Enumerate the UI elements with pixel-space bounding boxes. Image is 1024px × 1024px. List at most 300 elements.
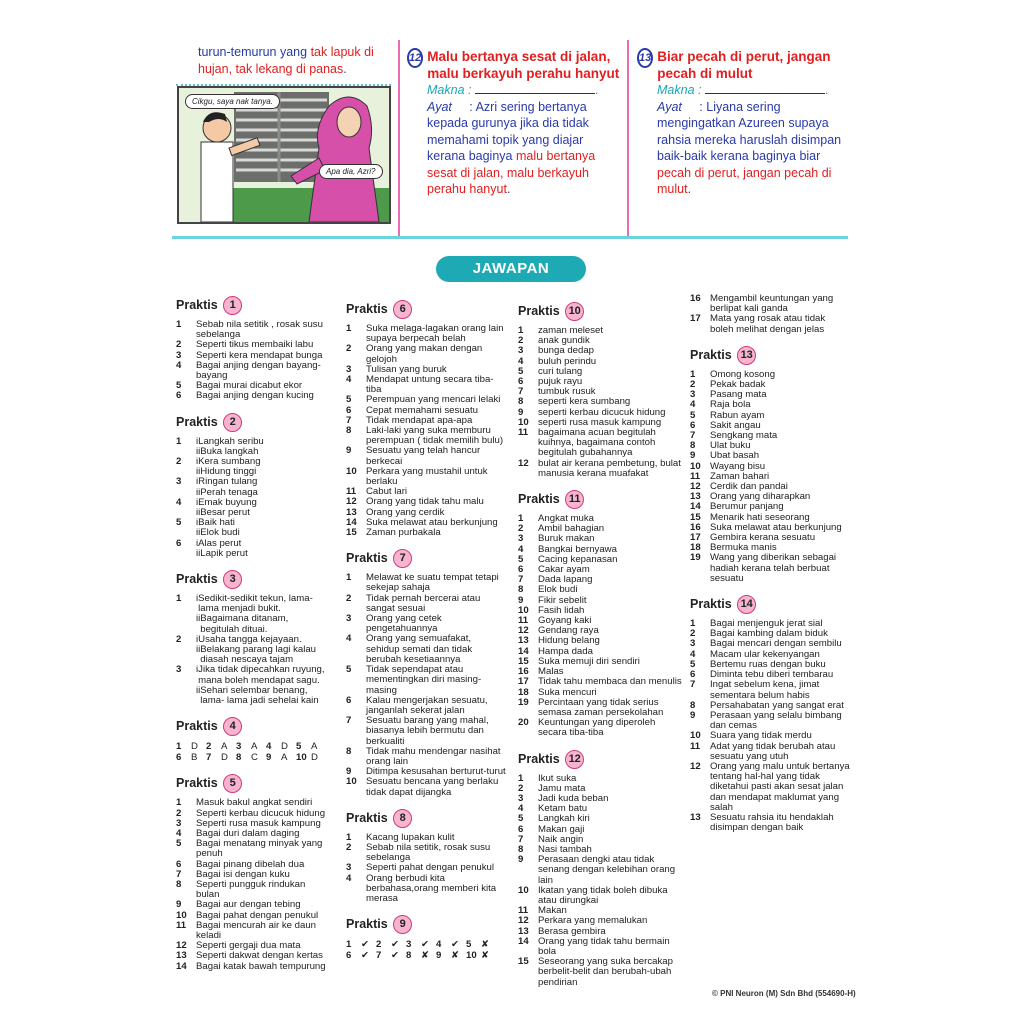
answer-number: 6	[518, 564, 524, 576]
answer-number: 12	[176, 940, 187, 952]
answer-text: Laki-laki yang suka memburu perempuan ( tidak memilih bulu)	[366, 425, 504, 447]
answer-number: 6	[176, 858, 182, 870]
answer-roman-numeral: ii	[196, 527, 201, 539]
answer-text: Macam ular kekenyangan	[710, 648, 820, 660]
answer-number: 3	[346, 613, 352, 625]
answer-number: 4	[518, 803, 524, 815]
answer-text: Diminta tebu diberi tembarau	[710, 669, 834, 681]
makna-label: Makna :	[657, 83, 702, 97]
answer-text: Gembira kerana sesuatu	[710, 532, 816, 544]
praktis-11-section	[518, 490, 686, 738]
answer-text: Nasi tambah	[538, 843, 592, 855]
praktis-number-badge: 12	[565, 750, 584, 769]
answer-number: 6	[346, 694, 352, 706]
answer-text: tumbuk rusuk	[538, 386, 596, 398]
answer-number: 3	[176, 664, 182, 676]
answer-item	[346, 634, 506, 665]
praktis-number-badge: 5	[223, 774, 242, 793]
answer-roman-numeral: ii	[196, 486, 201, 498]
answer-number: 10	[346, 465, 357, 477]
answer-number: 13	[346, 506, 357, 518]
answer-text: curi tulang	[538, 365, 583, 377]
answer-text: Zaman purbakala	[366, 527, 441, 539]
answer-number: 1	[346, 831, 352, 843]
answer-number: 1	[518, 772, 524, 784]
answer-number: 1	[176, 319, 182, 330]
praktis-title: Praktis 2	[176, 413, 326, 431]
answer-number: 16	[518, 666, 529, 678]
answer-number: 9	[518, 406, 524, 418]
answer-text: Perasaan yang selalu bimbang dan cemas	[710, 709, 842, 732]
answer-number: 5	[466, 939, 472, 951]
answer-number: 3	[690, 638, 696, 650]
answer-text: Ambil bahagian	[538, 523, 605, 535]
praktis-2-section	[176, 413, 326, 559]
praktis-title: Praktis 5	[176, 774, 326, 792]
answer-number: 3	[518, 533, 524, 545]
answer-value: A	[251, 741, 258, 753]
answer-text: Seperti tikus membaiki labu	[196, 339, 314, 351]
answer-number: 4	[176, 359, 182, 371]
praktis-title: Praktis 1	[176, 296, 326, 314]
answer-roman-numeral: ii	[196, 547, 201, 559]
answer-item	[690, 762, 850, 813]
answer-item	[518, 718, 686, 738]
answer-item	[518, 459, 686, 479]
answer-text: Perempuan yang mencari lelaki	[366, 394, 501, 406]
answer-number: 1	[176, 593, 182, 605]
answer-value: D	[191, 741, 198, 753]
answer-text: Suka memuji diri sendiri	[538, 655, 640, 667]
praktis-title: Praktis 13	[690, 346, 850, 364]
answer-item	[346, 843, 506, 863]
answer-text: Mata yang rosak atau tidak boleh melihat dengan jelas	[710, 313, 826, 335]
answer-roman-numeral: i	[196, 476, 199, 488]
answer-text: Goyang kaki	[538, 615, 592, 627]
answer-number: 11	[346, 486, 357, 498]
answer-text: Bagai aur dengan tebing	[196, 899, 301, 911]
answer-text: Lapik perut	[200, 547, 248, 559]
answer-text: Orang yang semuafakat, sehidup semati dan tidak berubah kesetiaannya	[366, 633, 473, 665]
answer-item	[346, 375, 506, 395]
cartoon-illustration	[177, 86, 391, 224]
answer-item	[690, 294, 850, 314]
answer-number: 9	[518, 854, 524, 866]
answer-roman-numeral: i	[196, 633, 199, 645]
praktis-6-section	[346, 300, 506, 538]
answer-number: 10	[690, 730, 701, 742]
praktis-number-badge: 9	[393, 915, 412, 934]
answer-number: 5	[518, 813, 524, 825]
praktis-title: Praktis 7	[346, 549, 506, 567]
answer-item	[176, 686, 326, 706]
answer-number: 2	[206, 741, 212, 753]
answer-text: Bagai isi dengan kuku	[196, 868, 290, 880]
answer-text: Bagaimana ditanam, begitulah dituai.	[200, 613, 289, 635]
answer-text: Zaman bahari	[710, 470, 770, 482]
answer-number: 12	[690, 481, 701, 493]
answer-number: 9	[346, 766, 352, 778]
answer-text: Tidak mahu mendengar nasihat orang lain	[366, 745, 501, 767]
column-divider	[398, 40, 400, 236]
answer-text: Baik hati	[198, 517, 235, 529]
answer-number: 7	[690, 679, 696, 691]
answer-text: Kacang lupakan kulit	[366, 831, 455, 843]
answer-item	[346, 324, 506, 344]
answer-value: ✘	[451, 950, 460, 962]
answer-text: Bagai menjenguk jerat sial	[710, 618, 823, 630]
praktis-title: Praktis 8	[346, 809, 506, 827]
answer-text: Berumur panjang	[710, 501, 784, 513]
answer-number: 1	[690, 618, 696, 630]
answer-text: Percintaan yang tidak serius semasa zaman persekolahan	[538, 696, 664, 718]
answer-number	[176, 686, 196, 706]
answer-number: 3	[406, 939, 412, 951]
answer-number: 10	[518, 884, 529, 896]
answer-item	[690, 813, 850, 833]
answer-roman-numeral: i	[196, 664, 199, 676]
answer-text: Sesuatu rahsia itu hendaklah disimpan dengan baik	[710, 811, 834, 834]
answer-text: Bagai pahat dengan penukul	[196, 909, 319, 921]
answer-text: Suka melaga-lagakan orang lain supaya berpecah belah	[366, 323, 504, 345]
answer-number: 12	[518, 625, 529, 637]
praktis-7-section	[346, 549, 506, 797]
answer-text: Pekak badak	[710, 379, 766, 391]
praktis-title: Praktis 4	[176, 717, 326, 735]
answer-text: Pasang mata	[710, 389, 767, 401]
answer-number: 10	[518, 416, 529, 428]
answer-number: 17	[690, 532, 701, 544]
answer-number: 7	[346, 414, 352, 426]
answer-text: Seperti pungguk rindukan bulan	[196, 878, 306, 901]
answer-number: 8	[518, 843, 524, 855]
answer-text: Jamu mata	[538, 782, 586, 794]
answer-text: Orang yang tidak tahu malu	[366, 496, 484, 508]
answer-value: ✔	[391, 939, 400, 951]
answer-value: ✘	[481, 950, 490, 962]
answer-text: seperti kera sumbang	[538, 396, 631, 408]
answer-number: 6	[518, 376, 524, 388]
answers-heading: JAWAPAN	[436, 256, 586, 282]
answer-number: 5	[346, 394, 352, 406]
answer-value: ✔	[391, 950, 400, 962]
answer-text: Makan	[538, 905, 567, 917]
answer-number: 1	[176, 741, 182, 753]
answer-number	[176, 549, 196, 559]
answer-text: Sesuatu barang yang mahal, biasanya lebih bermutu dan berkualiti	[366, 715, 489, 747]
answer-value: A	[281, 752, 288, 764]
praktis-title: Praktis 9	[346, 915, 506, 933]
answer-text: Besar perut	[200, 507, 250, 519]
answer-number: 4	[518, 543, 524, 555]
praktis-9-section	[346, 915, 506, 961]
answer-item	[176, 594, 326, 614]
answer-text: Elok budi	[538, 584, 578, 596]
praktis-14-section	[690, 595, 850, 833]
answer-number: 2	[176, 456, 182, 468]
answer-number: 1	[176, 797, 182, 809]
answer-item	[176, 798, 326, 808]
answer-value: ✘	[481, 939, 490, 951]
answer-text: Usaha tangga kejayaan.	[198, 633, 302, 645]
answer-number: 6	[176, 752, 182, 764]
answer-text: Bagai mencurah air ke daun keladi	[196, 919, 316, 941]
answer-text: Masuk bakul angkat sendiri	[196, 797, 313, 809]
answer-number: 15	[518, 956, 529, 968]
answer-text: Menarik hati seseorang	[710, 511, 810, 523]
answer-value: ✘	[421, 950, 430, 962]
answer-number: 2	[518, 782, 524, 794]
answer-value: D	[311, 752, 318, 764]
answer-number: 4	[518, 355, 524, 367]
praktis-8-section	[346, 809, 506, 904]
praktis-title: Praktis 14	[690, 595, 850, 613]
answer-item	[346, 874, 506, 905]
answer-number: 14	[690, 501, 701, 513]
answer-roman-numeral: i	[196, 593, 199, 605]
answer-item	[690, 680, 850, 700]
answer-number: 5	[296, 741, 302, 753]
answer-text: Bagai pinang dibelah dua	[196, 858, 305, 870]
praktis-title: Praktis 11	[518, 490, 686, 508]
answer-item	[690, 731, 850, 741]
answer-number: 9	[346, 445, 352, 457]
answers-column-2	[346, 300, 506, 972]
praktis-number-badge: 13	[737, 346, 756, 365]
answer-number: 2	[176, 807, 182, 819]
answer-text: Bangkai bernyawa	[538, 543, 617, 555]
answer-text: Bagai katak bawah tempurung	[196, 960, 326, 972]
answer-number: 5	[346, 664, 352, 676]
answer-text: Naik angin	[538, 833, 584, 845]
answer-item	[346, 446, 506, 466]
answer-number: 1	[690, 368, 696, 380]
answer-text: Hidung tinggi	[200, 466, 257, 478]
answer-number: 1	[346, 939, 352, 951]
ayat-text: Ayat : Liyana sering mengingatkan Azureen supaya rahsia mereka haruslah disimpan baik-baik kerana baginya biar pecah di perut, jangan pecah di mulut.	[657, 99, 842, 196]
answer-number: 6	[176, 537, 182, 549]
answer-number: 4	[176, 496, 182, 508]
answer-value: A	[221, 741, 228, 753]
answer-text: Wayang bisu	[710, 460, 766, 472]
answer-roman-numeral: i	[196, 435, 199, 447]
answer-number: 4	[690, 399, 696, 411]
answer-number: 1	[176, 435, 182, 447]
answer-text: Perah tenaga	[200, 486, 258, 498]
praktis-number-badge: 8	[393, 809, 412, 828]
answer-value: C	[251, 752, 258, 764]
answer-number: 4	[690, 648, 696, 660]
answer-item	[176, 320, 326, 340]
praktis-number-badge: 10	[565, 302, 584, 321]
answer-number: 9	[176, 899, 182, 911]
answer-item	[690, 711, 850, 731]
answer-number: 8	[406, 950, 412, 962]
answer-text: Perkara yang mustahil untuk berlaku	[366, 465, 488, 488]
praktis-1-section	[176, 296, 326, 402]
answer-number: 16	[690, 521, 701, 533]
answer-number: 3	[346, 862, 352, 874]
answer-roman-numeral: i	[196, 496, 199, 508]
answer-number: 8	[518, 584, 524, 596]
answer-item	[346, 665, 506, 696]
answer-text: Adat yang tidak berubah atau sesuatu yang utuh	[710, 740, 836, 762]
answer-text: Cacing kepanasan	[538, 553, 618, 565]
answer-number: 9	[436, 950, 442, 962]
answer-roman-numeral: i	[196, 517, 199, 529]
praktis-number-badge: 1	[223, 296, 242, 315]
answer-item	[346, 467, 506, 487]
answer-text: Langkah kiri	[538, 813, 590, 825]
answer-text: Wang yang diberikan sebagai hadiah kerana telah berbuat sesuatu	[710, 552, 837, 584]
answer-text: Seseorang yang suka bercakap berbelit-belit dan berubah-ubah pendirian	[538, 956, 673, 988]
answer-number: 5	[690, 409, 696, 421]
answer-text: Jika tidak dipecahkan ruyung, mana boleh mendapat sagu.	[198, 664, 325, 686]
answer-number: 5	[176, 380, 182, 392]
answer-text: Suara yang tidak merdu	[710, 730, 812, 742]
answer-number: 2	[346, 841, 352, 853]
answer-number: 3	[518, 792, 524, 804]
makna-blank	[475, 83, 595, 94]
answer-text: Orang berbudi kita berbahasa,orang memberi kita merasa	[366, 872, 497, 904]
praktis-number-badge: 6	[393, 300, 412, 319]
answer-text: Elok budi	[200, 527, 240, 539]
answer-text: seperti rusa masuk kampung	[538, 416, 662, 428]
answer-number: 10	[466, 950, 477, 962]
answer-text: Bagai duri dalam daging	[196, 827, 300, 839]
answer-text: Ingat sebelum kena, jimat sementara belum habis	[710, 679, 820, 701]
answer-item	[346, 777, 506, 797]
answer-number: 8	[518, 396, 524, 408]
answer-text: Ringan tulang	[198, 476, 258, 488]
answer-text: Malas	[538, 666, 564, 678]
praktis-number-badge: 4	[223, 717, 242, 736]
answer-text: Ikatan yang tidak boleh dibuka atau dirungkai	[538, 884, 668, 906]
answer-number: 6	[690, 669, 696, 681]
answer-item	[176, 880, 326, 900]
answer-number: 12	[518, 457, 529, 469]
answer-number: 2	[518, 335, 524, 347]
answer-text: Perkara yang memalukan	[538, 915, 648, 927]
top-section	[0, 0, 1024, 245]
answer-item	[176, 921, 326, 941]
answer-text: Seperti kera mendapat bunga	[196, 349, 323, 361]
answer-item	[518, 428, 686, 459]
answer-number: 8	[236, 752, 242, 764]
praktis-3-section	[176, 570, 326, 706]
answer-item	[176, 614, 326, 634]
answer-text: Raja bola	[710, 399, 751, 411]
proverb-title: Malu bertanya sesat di jalan, malu berkayuh perahu hanyut	[427, 49, 620, 81]
answer-number: 1	[518, 325, 524, 336]
answer-item	[690, 314, 850, 334]
answer-number: 5	[176, 517, 182, 529]
answer-number: 5	[518, 553, 524, 565]
answer-number: 7	[376, 950, 382, 962]
answer-number: 11	[518, 427, 529, 439]
answer-number: 3	[518, 345, 524, 357]
answer-number	[176, 614, 196, 634]
answer-number: 7	[176, 868, 182, 880]
answer-number: 5	[518, 365, 524, 377]
answer-number: 11	[690, 740, 701, 752]
answer-number: 9	[266, 752, 272, 764]
answer-number: 3	[176, 817, 182, 829]
answer-number: 7	[690, 430, 696, 442]
answer-text: Bagai menatang minyak yang penuh	[196, 838, 323, 860]
answer-item	[690, 553, 850, 584]
answer-number: 11	[176, 919, 187, 931]
answer-text: Langkah seribu	[198, 435, 264, 447]
answer-item	[346, 573, 506, 593]
answer-text: Gendang raya	[538, 625, 599, 637]
praktis-4-section	[176, 717, 326, 763]
answer-value: D	[221, 752, 228, 764]
answer-roman-numeral: i	[196, 537, 199, 549]
answer-text: Cepat memahami sesuatu	[366, 404, 478, 416]
praktis-13-section	[690, 346, 850, 584]
speech-bubble-boy: Cikgu, saya nak tanya.	[185, 94, 280, 109]
answer-text: Jadi kuda beban	[538, 792, 609, 804]
praktis-number-badge: 7	[393, 549, 412, 568]
answer-number: 11	[518, 905, 529, 917]
answer-number: 4	[436, 939, 442, 951]
answer-text: Berasa gembira	[538, 925, 606, 937]
answer-number: 17	[690, 313, 701, 325]
answer-number: 19	[690, 552, 701, 564]
answer-number: 1	[346, 572, 352, 584]
answer-number	[176, 645, 196, 665]
answer-number: 6	[176, 390, 182, 402]
answer-number: 3	[236, 741, 242, 753]
speech-bubble-teacher: Apa dia, Azri?	[319, 164, 383, 179]
makna-label: Makna :	[427, 83, 472, 97]
answer-text: Alas perut	[198, 537, 242, 549]
proverb-number-badge: 12	[407, 48, 423, 68]
answers-column-4	[690, 294, 850, 844]
proverb-12-block: 12 Malu bertanya sesat di jalan, malu berkayuh perahu hanyut Makna : . Ayat : Azri sering bertanya kepada gurunya jika dia tidak memahami topik yang diajar kerana baginya malu bertanya sesat di jalan, malu berkayuh perahu hanyut.	[407, 48, 623, 198]
answer-text: Orang yang diharapkan	[710, 491, 811, 503]
answer-text: Seperti dakwat dengan kertas	[196, 950, 323, 962]
answer-text: Suka mencuri	[538, 686, 597, 698]
left-continuation-text: turun-temurun yang tak lapuk di hujan, tak lekang di panas.	[198, 45, 374, 76]
answer-item	[518, 855, 686, 886]
praktis-number-badge: 3	[223, 570, 242, 589]
answer-number: 2	[376, 939, 382, 951]
answer-number: 1	[518, 513, 524, 525]
answer-item	[346, 747, 506, 767]
answer-number: 10	[176, 909, 187, 921]
answer-value: ✔	[361, 950, 370, 962]
answer-number: 8	[690, 699, 696, 711]
answer-text: Ditimpa kesusahan berturut-turut	[366, 766, 506, 778]
answer-text: bunga dedap	[538, 345, 595, 357]
answer-value: ✔	[451, 939, 460, 951]
answer-text: Suka melawat atau berkunjung	[366, 516, 498, 528]
answer-number: 4	[346, 374, 352, 386]
answer-text: Orang yang tidak tahu bermain bola	[538, 935, 670, 957]
answer-text: Sesuatu yang telah hancur berkecai	[366, 445, 481, 467]
answer-text: Buka langkah	[200, 445, 259, 457]
answer-value: ✔	[361, 939, 370, 951]
answer-text: zaman meleset	[538, 325, 604, 336]
praktis-title: Praktis 12	[518, 750, 686, 768]
answer-number: 11	[690, 470, 701, 482]
answer-number: 6	[690, 419, 696, 431]
answer-number: 4	[266, 741, 272, 753]
answer-text: Sesuatu bencana yang berlaku tidak dapat dijangka	[366, 776, 499, 798]
answer-roman-numeral: i	[196, 456, 199, 468]
